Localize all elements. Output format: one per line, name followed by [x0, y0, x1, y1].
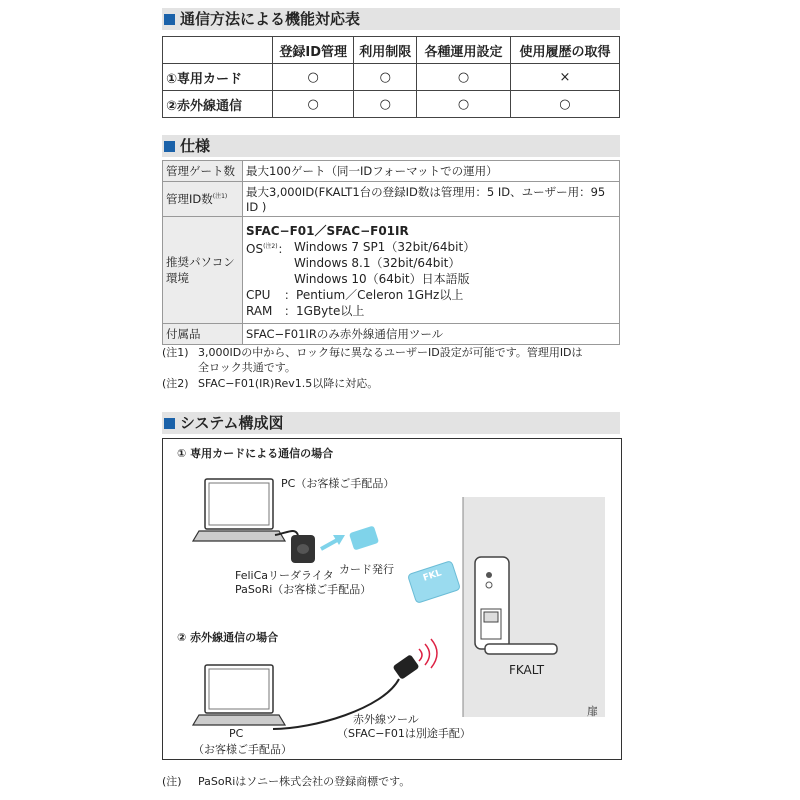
case2-label: ② 赤外線通信の場合	[177, 631, 279, 644]
spec-table	[162, 160, 620, 345]
note-text: SFAC−F01(IR)Rev1.5以降に対応。	[198, 377, 379, 390]
section-title-functions	[162, 8, 620, 30]
note-text: 3,000IDの中から、ロック毎に異なるユーザーID設定が可能です。管理用IDは	[198, 346, 583, 359]
table-cell: ○	[354, 91, 417, 118]
note-ref: (注1)	[212, 193, 228, 201]
ir-tool-label-1: 赤外線ツール	[353, 713, 419, 726]
os-line: Windows 10（64bit）日本語版	[294, 272, 470, 286]
spec-label-text: 管理ID数	[166, 192, 213, 206]
table-row	[163, 64, 620, 91]
note-mark: (注1)	[162, 346, 189, 359]
header-cell: 使用履歴の取得	[510, 37, 619, 64]
spec-label: 付属品	[163, 324, 243, 345]
os-list	[294, 239, 475, 287]
note-mark: (注2)	[162, 377, 189, 390]
os-label-text: OS	[246, 242, 264, 256]
table-cell: ×	[510, 64, 619, 91]
function-table	[162, 36, 620, 118]
felica-reader-icon	[291, 535, 315, 563]
spec-value: 最大100ゲート（同一IDフォーマットでの運用）	[243, 161, 620, 182]
header-cell: 各種運用設定	[417, 37, 511, 64]
row-label: ②赤外線通信	[163, 91, 273, 118]
ram-value: 1GByte以上	[296, 304, 365, 318]
footer-text: PaSoRiはソニー株式会社の登録商標です。	[198, 775, 411, 788]
square-bullet-icon	[164, 418, 175, 429]
large-card-icon	[407, 561, 460, 604]
spec-row	[163, 182, 620, 217]
header-cell: 登録ID管理	[273, 37, 354, 64]
section-title-text: システム構成図	[180, 414, 284, 432]
pc-bottom-label-1: PC	[229, 727, 244, 740]
footer-note	[162, 773, 410, 789]
note-1	[162, 345, 583, 375]
pc-model: SFAC−F01／SFAC−F01IR	[246, 224, 409, 238]
spec-row	[163, 161, 620, 182]
ram-label: RAM	[246, 304, 273, 318]
laptop-bottom-icon	[193, 665, 285, 725]
pc-bottom-label-2: （お客様ご手配品）	[193, 743, 292, 756]
os-line: Windows 8.1（32bit/64bit）	[294, 256, 461, 270]
door-label: 扉	[587, 705, 598, 718]
pc-top-label: PC（お客様ご手配品）	[281, 477, 395, 490]
spec-value-pc	[243, 217, 620, 324]
spec-row	[163, 324, 620, 345]
square-bullet-icon	[164, 141, 175, 152]
table-cell: ○	[510, 91, 619, 118]
spec-label: 管理ゲート数	[163, 161, 243, 182]
table-header-row	[163, 37, 620, 64]
cpu-line: CPU ： Pentium／Celeron 1GHz以上	[246, 288, 464, 302]
cpu-label: CPU	[246, 288, 271, 302]
card-icon	[349, 525, 379, 550]
note-text: 全ロック共通です。	[198, 361, 296, 374]
cpu-value: Pentium／Celeron 1GHz以上	[296, 288, 464, 302]
table-cell: ○	[417, 91, 511, 118]
system-diagram	[162, 438, 622, 760]
case1-label: ① 専用カードによる通信の場合	[177, 447, 334, 460]
spec-value: 最大3,000ID(FKALT1台の登録ID数は管理用：5 ID、ユーザー用：95 ID )	[243, 182, 620, 217]
reader-label-1: FeliCaリーダライタ	[235, 569, 334, 582]
os-label: $OS^{(注2)}$：	[246, 242, 290, 256]
laptop-top-icon	[193, 479, 285, 541]
card-text: FKL	[421, 568, 443, 584]
header-cell: 利用制限	[354, 37, 417, 64]
section-title-spec	[162, 135, 620, 157]
spec-value: SFAC−F01IRのみ赤外線通信用ツール	[243, 324, 620, 345]
section-title-system	[162, 412, 620, 434]
section-title-text: 通信方法による機能対応表	[180, 10, 361, 28]
table-row	[163, 91, 620, 118]
note-ref: (注2)	[263, 243, 278, 250]
table-cell: ○	[354, 64, 417, 91]
table-cell: ○	[273, 91, 354, 118]
spec-label: 推奨パソコン環境	[163, 217, 243, 324]
ram-line: RAM ： 1GByte以上	[246, 304, 365, 318]
os-line: Windows 7 SP1（32bit/64bit）	[294, 240, 476, 254]
os-block	[246, 239, 616, 287]
ir-tool-label-2: （SFAC−F01は別途手配）	[337, 727, 471, 740]
table-cell: ○	[417, 64, 511, 91]
row-label: ①専用カード	[163, 64, 273, 91]
lock-label: FKALT	[509, 663, 545, 677]
reader-label-2: PaSoRi（お客様ご手配品）	[235, 583, 372, 596]
square-bullet-icon	[164, 14, 175, 25]
spec-label	[163, 182, 243, 217]
card-issue-label: カード発行	[339, 563, 394, 576]
spec-row	[163, 217, 620, 324]
section-title-text: 仕様	[180, 137, 211, 155]
note-2	[162, 376, 378, 391]
footer-mark: (注)	[162, 775, 182, 788]
table-cell: ○	[273, 64, 354, 91]
empty-header-cell	[163, 37, 273, 64]
